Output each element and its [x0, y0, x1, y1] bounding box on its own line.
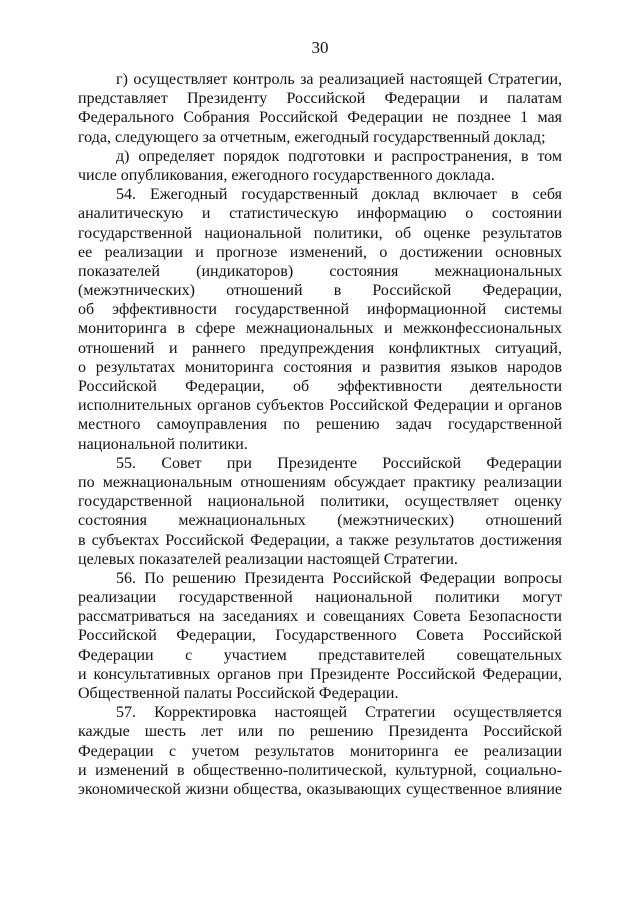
text-line: г) осуществляет контроль за реализацией настоящей Стратегии, [116, 71, 562, 88]
text-line: 55. Совет при Президенте Российской Федерации [116, 454, 562, 472]
text-line: отношений и раннего предупреждения конфликтных ситуаций, [78, 339, 562, 357]
text-line: и консультативных органов при Президенте Российской Федерации, [78, 665, 562, 683]
page-number: 30 [311, 38, 329, 57]
text-line: д) определяет порядок подготовки и распространения, в том [116, 147, 562, 165]
text-line: аналитическую и статистическую информацию о состоянии [78, 205, 562, 223]
text-line: 57. Корректировка настоящей Стратегии осуществляется [116, 704, 562, 722]
document-body [78, 70, 562, 799]
text-line: каждые шесть лет или по решению Президента Российской [78, 723, 562, 741]
text-line: мониторинга в сфере межнациональных и межконфессиональных [78, 320, 562, 338]
text-line: состояния межнациональных (межэтнических) отношений [78, 512, 562, 530]
text-line: реализации государственной национальной политики могут [78, 589, 562, 607]
text-line: показателей (индикаторов) состояния межнациональных [78, 262, 562, 280]
text-line: государственной национальной политики, осуществляет оценку [78, 493, 562, 511]
text-line: местного самоуправления по решению задач государственной [78, 416, 562, 434]
text-line: Российской Федерации, Государственного Совета Российской [78, 627, 562, 645]
text-line: (межэтнических) отношений в Российской Федерации, [78, 282, 562, 300]
text-line: представляет Президенту Российской Федерации и палатам [78, 90, 562, 108]
text-line: Федерации с участием представителей совещательных [78, 646, 562, 664]
text-line: 54. Ежегодный государственный доклад включает в себя [116, 186, 562, 204]
text-line: исполнительных органов субъектов Российской Федерации и органов [78, 397, 562, 415]
text-line: о результатах мониторинга состояния и развития языков народов [78, 358, 562, 376]
text-line: числе опубликования, ежегодного государственного доклада. [78, 166, 495, 184]
text-line: Общественной палаты Российской Федерации. [78, 685, 399, 702]
text-line: года, следующего за отчетным, ежегодный государственный доклад; [78, 128, 546, 146]
text-line: Российской Федерации, об эффективности деятельности [78, 378, 562, 395]
text-line: целевых показателей реализации настоящей Стратегии. [78, 550, 458, 568]
text-line: 56. По решению Президента Российской Федерации вопросы [116, 569, 562, 587]
text-line: об эффективности государственной информационной системы [78, 301, 562, 319]
text-line: рассматриваться на заседаниях и совещаниях Совета Безопасности [78, 608, 562, 626]
text-line: в субъектах Российской Федерации, а также результатов достижения [78, 531, 562, 549]
text-line: и изменений в общественно-политической, культурной, социально- [78, 761, 562, 779]
text-line: государственной национальной политики, об оценке результатов [78, 224, 562, 242]
text-line: экономической жизни общества, оказывающих существенное влияние [78, 780, 562, 798]
text-line: национальной политики. [78, 435, 248, 453]
text-line: Федерации с учетом результатов мониторинга ее реализации [78, 742, 562, 760]
text-line: ее реализации и прогнозе изменений, о достижении основных [78, 243, 562, 261]
text-line: по межнациональным отношениям обсуждает практику реализации [78, 473, 562, 491]
text-line: Федерального Собрания Российской Федерации не позднее 1 мая [78, 109, 562, 127]
